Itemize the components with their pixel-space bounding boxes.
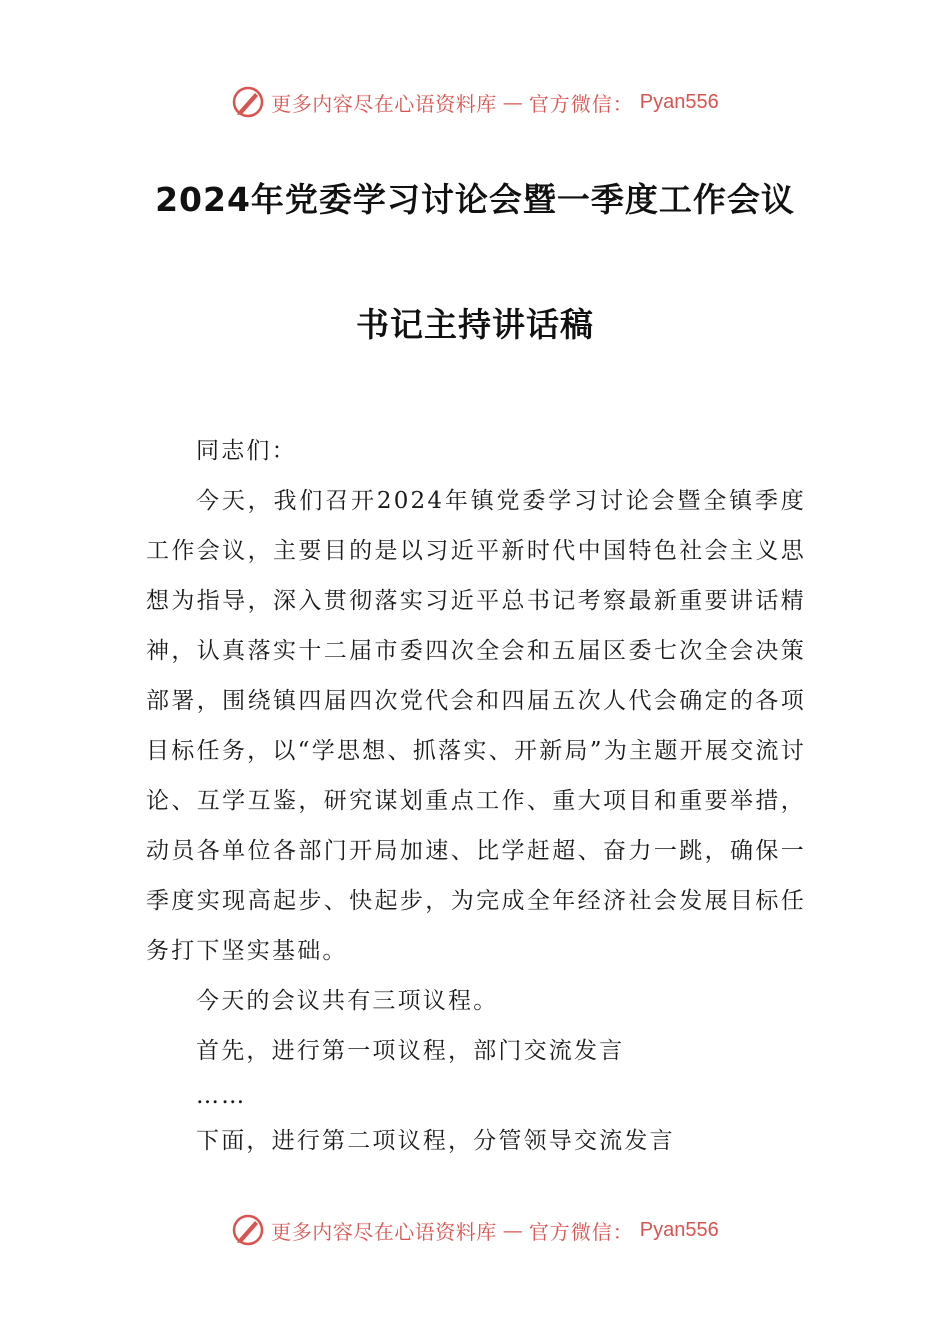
paragraph-intro: 今天，我们召开2024年镇党委学习讨论会暨全镇季度工作会议，主要目的是以习近平新时代中国特色社会主义思想为指导，深入贯彻落实习近平总书记考察最新重要讲话精神，认真落实十二届市委四次全会和五届区委七次全会决策部署，围绕镇四届四次党代会和四届五次人代会确定的各项目标任务，以“学思想、抓落实、开新局”为主题开展交流讨论、互学互鉴，研究谋划重点工作、重大项目和重要举措，动员各单位各部门开局加速、比学赶超、奋力一跳，确保一季度实现高起步、快起步，为完成全年经济社会发展目标任务打下坚实基础。 (146, 488, 806, 964)
watermark-contact-id: Pyan556 (639, 1218, 719, 1241)
agenda-item-1: 首先，进行第一项议程，部门交流发言 (196, 1038, 625, 1064)
document-body (146, 426, 806, 1166)
watermark-brand: 更多内容尽在心语资料库 (271, 1219, 497, 1244)
agenda-intro: 今天的会议共有三项议程。 (196, 988, 499, 1014)
watermark-contact-label: 官方微信： (528, 91, 634, 116)
watermark-separator: — (502, 1218, 523, 1242)
watermark-footer (0, 1208, 950, 1252)
document-title-line1: 2024年党委学习讨论会暨一季度工作会议 (155, 180, 795, 219)
document-title-line2: 书记主持讲话稿 (356, 305, 594, 344)
watermark-contact-id: Pyan556 (639, 90, 719, 113)
watermark-brand: 更多内容尽在心语资料库 (271, 91, 497, 116)
watermark-header (0, 80, 950, 124)
pen-logo-icon (231, 1213, 265, 1247)
pen-logo-icon (231, 85, 265, 119)
greeting: 同志们： (196, 438, 297, 464)
watermark-contact-label: 官方微信： (528, 1219, 634, 1244)
agenda-item-2: 下面，进行第二项议程，分管领导交流发言 (196, 1128, 675, 1154)
ellipsis: …… (196, 1083, 247, 1109)
watermark-separator: — (502, 90, 523, 114)
